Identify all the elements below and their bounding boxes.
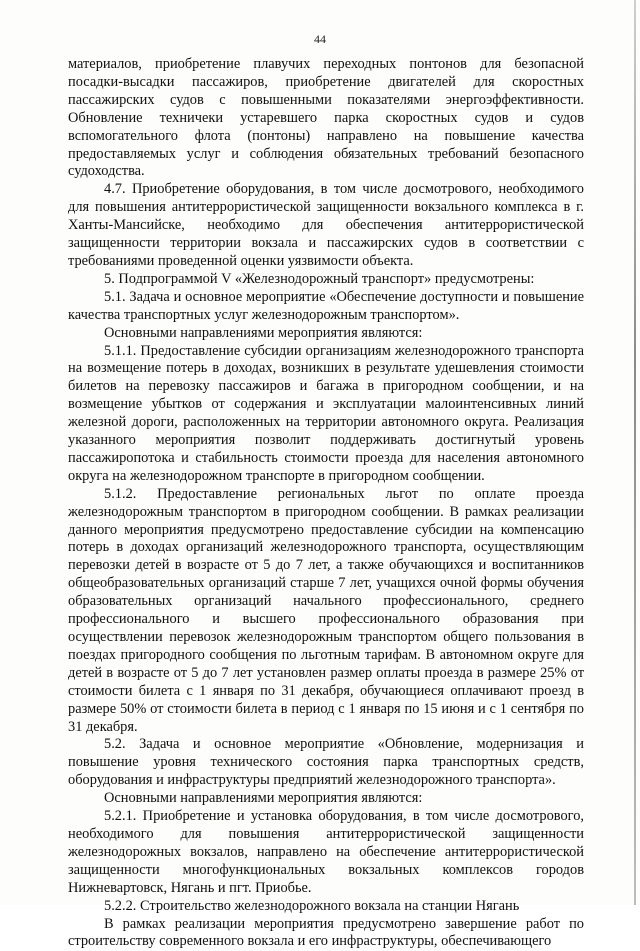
paragraph: 5.1.2. Предоставление региональных льгот по оплате проезда железнодорожным транспортом в пригородном сообщении. В рамках реализации данного мероприятия предусмотрено предоставление субсидии на компенсацию потерь в доходах организаций железнодорожного транспорта, осуществляющим перевозки детей в возрасте от 5 до 7 лет, а также обучающихся и воспитанников общеобразовательных организаций старше 7 лет, учащихся очной формы обучения образовательных организаций начального профессионального, среднего профессионального и высшего профессионального образования при осуществлении перевозок железнодорожным транспортом общего пользования в поездах пригородного сообщения по льготным тарифам. В автономном округе для детей в возрасте от 5 до 7 лет установлен размер оплаты проезда в размере 25% от стоимости билета с 1 января по 31 декабря, обучающиеся оплачивают проезд в размере 50% от стоимости билета в период с 1 января по 15 июня и с 1 сентября по 31 декабря. bbox=[68, 486, 584, 737]
paragraph: В рамках реализации мероприятия предусмотрено завершение работ по строительству современного вокзала и его инфраструктуры, обеспечивающего bbox=[68, 916, 584, 951]
paragraph: материалов, приобретение плавучих переходных понтонов для безопасной посадки-высадки пассажиров, приобретение двигателей для скоростных пассажирских судов с повышенными показателями энергоэффективности. Обновление техничеки устаревшего парка скоростных судов и судов вспомогательного флота (понтоны) направлено на повышение качества предоставляемых услуг и соблюдения обязательных требований безопасного судоходства. bbox=[68, 56, 584, 181]
paragraph: 4.7. Приобретение оборудования, в том числе досмотрового, необходимого для повышения антитеррористической защищенности вокзального комплекса в г. Ханты-Мансийске, необходимо для обеспечения антитеррористической защищенности территории вокзала и пассажирских судов в соответствии с требованиями проведенной оценки уязвимости объекта. bbox=[68, 181, 584, 271]
page-number: 44 bbox=[0, 32, 640, 47]
paragraph: 5.1.1. Предоставление субсидии организациям железнодорожного транспорта на возмещение потерь в доходах, возникших в результате удешевления стоимости билетов на перевозку пассажиров и багажа в пригородном сообщении, и на возмещение убытков от содержания и эксплуатации малоинтенсивных линий железной дороги, расположенных на территории автономного округа. Реализация указанного мероприятия позволит поддерживать достигнутый уровень пассажиропотока и стабильность стоимости проезда для населения автономного округа на железнодорожном транспорте в пригородном сообщении. bbox=[68, 343, 584, 486]
body-text bbox=[68, 56, 584, 951]
paragraph: 5.2. Задача и основное мероприятие «Обновление, модернизация и повышение уровня технического состояния парка транспортных средств, оборудования и инфраструктуры предприятий железнодорожного транспорта». bbox=[68, 736, 584, 790]
scan-edge bbox=[634, 0, 636, 905]
paragraph: 5.1. Задача и основное мероприятие «Обеспечение доступности и повышение качества транспортных услуг железнодорожным транспортом». bbox=[68, 289, 584, 325]
paragraph: 5.2.1. Приобретение и установка оборудования, в том числе досмотрового, необходимого для повышения антитеррористической защищенности железнодорожных вокзалов, направлено на обеспечение антитеррористической защищенности многофункциональных вокзальных комплексов городов Нижневартовск, Нягань и пгт. Приобье. bbox=[68, 808, 584, 898]
paragraph: 5. Подпрограммой V «Железнодорожный транспорт» предусмотрены: bbox=[68, 271, 584, 289]
paragraph: Основными направлениями мероприятия являются: bbox=[68, 325, 584, 343]
paragraph: 5.2.2. Строительство железнодорожного вокзала на станции Нягань bbox=[68, 898, 584, 916]
paragraph: Основными направлениями мероприятия являются: bbox=[68, 790, 584, 808]
